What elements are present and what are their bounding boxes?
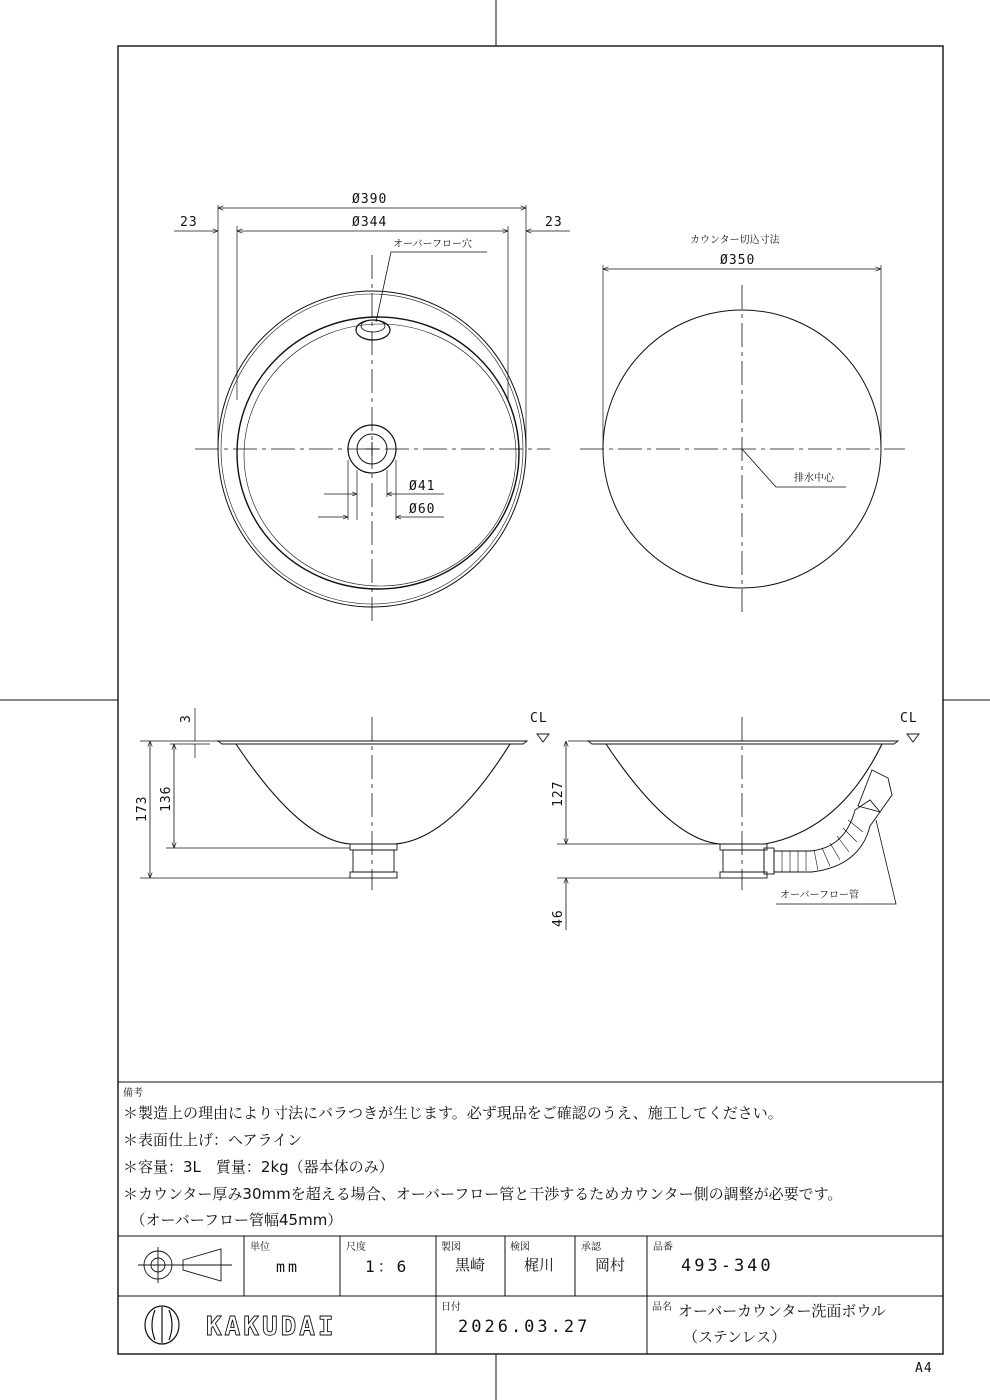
unit-value: mm	[276, 1258, 301, 1276]
notes-heading: 備考	[123, 1088, 143, 1099]
dim-drain-41: Ø41	[409, 479, 436, 494]
dim-3: 3	[179, 714, 194, 723]
date-label: 日付	[441, 1302, 461, 1313]
product-name-line2: （ステンレス）	[683, 1328, 787, 1346]
date-value: 2026.03.27	[458, 1317, 591, 1337]
projection-symbol-icon	[138, 1247, 232, 1283]
dim-side-left: 23	[180, 215, 198, 230]
approved-label: 承認	[581, 1242, 601, 1253]
scale-value: 1：6	[365, 1257, 410, 1276]
dim-127: 127	[551, 780, 566, 807]
overflow-pipe-label: オーバーフロー管	[780, 890, 859, 901]
bowl-inner-edge-2	[244, 324, 516, 586]
paper-size: A4	[915, 1361, 933, 1376]
top-view	[174, 205, 570, 625]
note-line: ＊容量：3L 質量：2kg（器本体のみ）	[123, 1158, 394, 1176]
dim-drain-60: Ø60	[409, 502, 436, 517]
note-line: ＊製造上の理由により寸法にバラつきが生じます。必ず現品をご確認のうえ、施工してください。	[123, 1104, 783, 1122]
checked-value: 梶川	[524, 1256, 555, 1274]
product-name-label: 品名	[652, 1302, 672, 1313]
cutout-title: カウンター切込寸法	[690, 235, 780, 246]
scale-label: 尺度	[346, 1242, 366, 1253]
dim-136: 136	[159, 785, 174, 812]
dim-cutout-diameter: Ø350	[720, 253, 756, 268]
bowl-inner-edge	[237, 317, 519, 589]
product-name-line1: オーバーカウンター洗面ボウル	[678, 1302, 886, 1320]
dim-side-right: 23	[545, 215, 563, 230]
drain-center-label: 排水中心	[794, 473, 834, 484]
cl-label-left: CL	[530, 711, 548, 726]
checked-label: 検図	[510, 1242, 530, 1253]
kakudai-logo-icon	[145, 1306, 179, 1344]
cl-label-right: CL	[900, 711, 918, 726]
dim-inner-diameter: Ø344	[352, 215, 388, 230]
dim-46: 46	[551, 909, 566, 927]
drawn-label: 製図	[441, 1242, 461, 1253]
note-line: ＊カウンター厚み30mmを超える場合、オーバーフロー管と干渉するためカウンター側の調整が必要です。	[123, 1185, 843, 1203]
part-no-value: 493-340	[681, 1256, 774, 1276]
overflow-hole	[356, 320, 390, 340]
cutout-view	[580, 265, 905, 612]
note-line: ＊表面仕上げ：ヘアライン	[123, 1131, 303, 1149]
unit-label: 単位	[250, 1242, 270, 1253]
dim-outer-diameter: Ø390	[352, 192, 388, 207]
overflow-hole-label: オーバーフロー穴	[393, 239, 472, 250]
side-view-left	[140, 708, 549, 890]
side-view-right	[557, 717, 919, 930]
part-no-label: 品番	[653, 1242, 673, 1253]
note-line: （オーバーフロー管幅45mm）	[123, 1211, 343, 1229]
drain-fitting	[350, 844, 397, 850]
approved-value: 岡村	[595, 1256, 626, 1274]
brand-name: KAKUDAI	[206, 1312, 337, 1342]
drawn-value: 黒崎	[455, 1256, 486, 1274]
dim-173: 173	[135, 795, 150, 822]
